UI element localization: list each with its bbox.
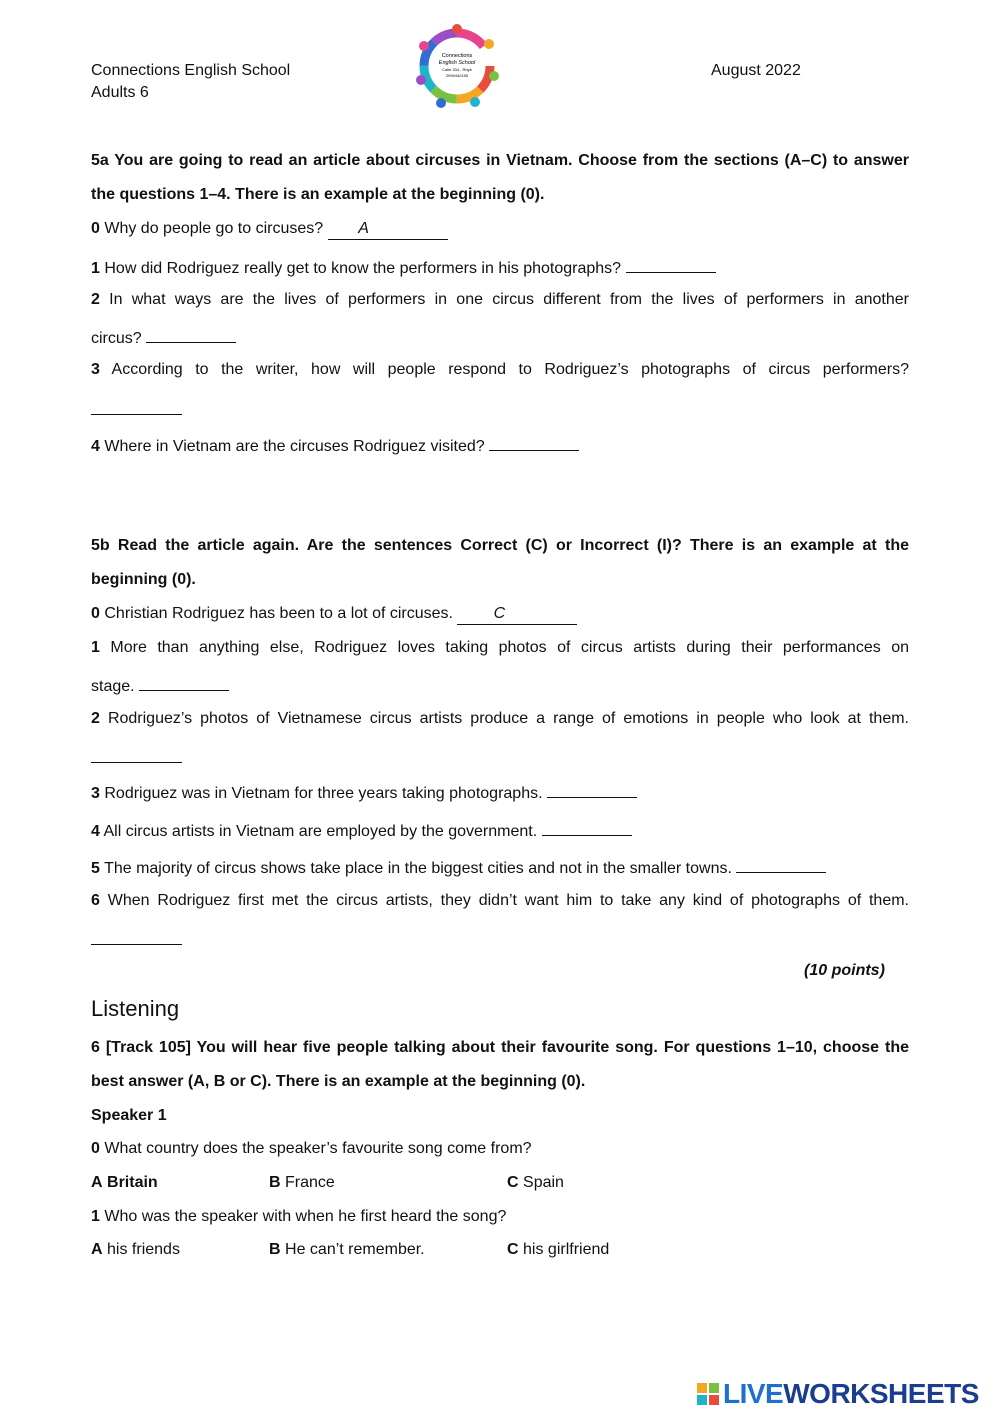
watermark-prefix: LIVE — [723, 1378, 784, 1409]
svg-text:Connections: Connections — [441, 53, 473, 59]
s5b-answer-3[interactable] — [547, 781, 637, 798]
s5b-question-1-line1: 1 More than anything else, Rodriguez loves taking photos of circus artists during their performances on — [91, 639, 909, 656]
s5a-answer-4[interactable] — [489, 434, 579, 451]
s5b-instruction-line1: 5b Read the article again. Are the sentences Correct (C) or Incorrect (I)? There is an example at the — [91, 537, 909, 554]
s5b-question-1-line2: stage. — [91, 674, 909, 697]
s5a-question-0: 0 Why do people go to circuses? A — [91, 219, 909, 240]
option-0-b[interactable]: B France — [269, 1174, 335, 1191]
s5a-instruction-line1: 5a You are going to read an article about circuses in Vietnam. Choose from the sections (A–C) to answer — [91, 152, 909, 169]
points-label: (10 points) — [804, 962, 885, 979]
option-1-c[interactable]: C his girlfriend — [507, 1241, 610, 1258]
svg-text:2994442155: 2994442155 — [445, 73, 469, 78]
listening-instruction-line2: best answer (A, B or C). There is an example at the beginning (0). — [91, 1073, 586, 1090]
s5b-answer-2[interactable] — [91, 762, 182, 763]
watermark-suffix: WORKSHEETS — [783, 1378, 979, 1409]
s5b-answer-5[interactable] — [736, 856, 826, 873]
s5b-question-6: 6 When Rodriguez first met the circus artists, they didn’t want him to take any kind of photographs of them. — [91, 892, 909, 909]
school-name: Connections English School — [91, 62, 291, 79]
s5b-answer-0[interactable]: C — [457, 604, 577, 625]
s5a-answer-0[interactable]: A — [328, 219, 448, 240]
s5b-question-0: 0 Christian Rodriguez has been to a lot of circuses. C — [91, 604, 909, 625]
option-0-a[interactable]: A Britain — [91, 1174, 158, 1191]
class-level: Adults 6 — [91, 84, 149, 101]
svg-text:Calle 334 - Rhye: Calle 334 - Rhye — [442, 67, 472, 72]
s5b-answer-6[interactable] — [91, 944, 182, 945]
option-0-c[interactable]: C Spain — [507, 1174, 564, 1191]
s5a-question-3: 3 According to the writer, how will people respond to Rodriguez’s photographs of circus performers? — [91, 361, 909, 378]
liveworksheets-logo-icon — [697, 1383, 719, 1405]
listening-heading: Listening — [91, 996, 180, 1021]
listening-question-0: 0 What country does the speaker’s favourite song come from? — [91, 1140, 532, 1157]
s5b-question-4: 4 All circus artists in Vietnam are employed by the government. — [91, 819, 909, 842]
svg-text:English School: English School — [438, 60, 476, 66]
listening-question-1: 1 Who was the speaker with when he first heard the song? — [91, 1208, 507, 1225]
s5b-question-2: 2 Rodriguez’s photos of Vietnamese circus artists produce a range of emotions in people who look at them. — [91, 710, 910, 727]
s5a-question-2-line2: circus? — [91, 326, 909, 349]
s5a-question-1: 1 How did Rodriguez really get to know the performers in his photographs? — [91, 256, 909, 279]
s5a-answer-2[interactable] — [146, 326, 236, 343]
option-1-b[interactable]: B He can’t remember. — [269, 1241, 425, 1258]
school-logo — [415, 24, 499, 108]
s5a-answer-3[interactable] — [91, 414, 182, 415]
worksheet-date: August 2022 — [711, 62, 801, 79]
option-1-a[interactable]: A his friends — [91, 1241, 180, 1258]
s5a-question-2-line1: 2 In what ways are the lives of performers in one circus different from the lives of performers in another — [91, 291, 909, 308]
s5a-instruction-line2: the questions 1–4. There is an example at the beginning (0). — [91, 186, 545, 203]
listening-options-1 — [91, 1240, 791, 1260]
listening-options-0 — [91, 1173, 791, 1193]
s5a-answer-1[interactable] — [626, 256, 716, 273]
s5b-answer-4[interactable] — [542, 819, 632, 836]
s5a-question-4: 4 Where in Vietnam are the circuses Rodriguez visited? — [91, 434, 909, 457]
school-logo-icon — [415, 24, 499, 108]
s5b-question-5: 5 The majority of circus shows take place in the biggest cities and not in the smaller towns. — [91, 856, 909, 879]
s5b-instruction-line2: beginning (0). — [91, 571, 196, 588]
liveworksheets-watermark — [697, 1378, 993, 1410]
s5b-question-3: 3 Rodriguez was in Vietnam for three years taking photographs. — [91, 781, 909, 804]
speaker-label: Speaker 1 — [91, 1107, 167, 1124]
listening-instruction-line1: 6 [Track 105] You will hear five people talking about their favourite song. For questions 1–10, choose the — [91, 1039, 909, 1056]
s5b-answer-1[interactable] — [139, 674, 229, 691]
